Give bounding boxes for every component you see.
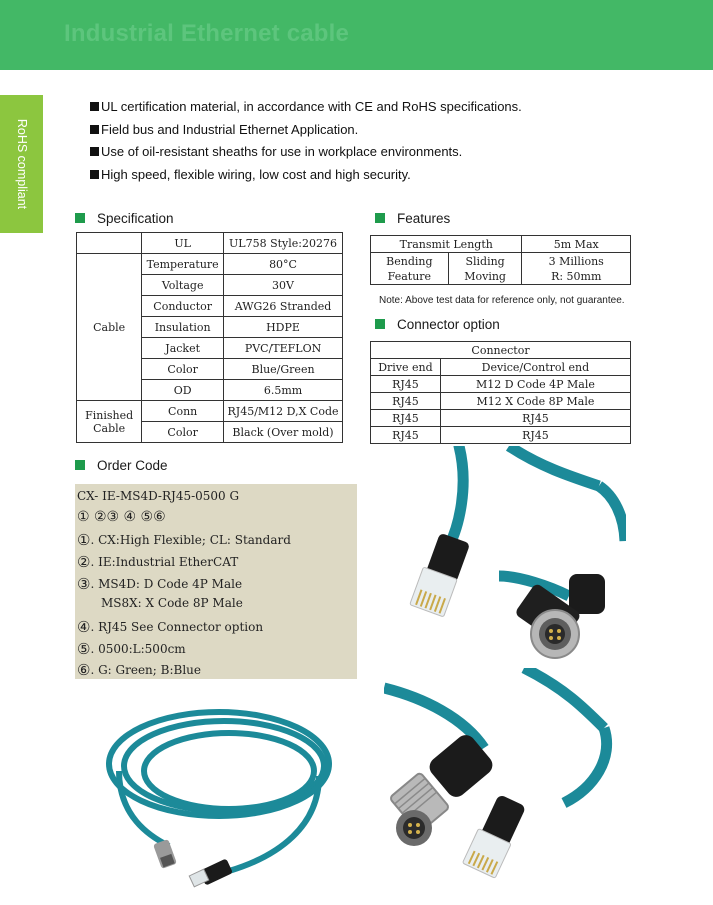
table-cell: 80°C <box>224 254 343 275</box>
order-code-item: ②. IE:Industrial EtherCAT <box>77 553 239 571</box>
table-cell: AWG26 Stranded <box>224 296 343 317</box>
connector-option-heading: Connector option <box>375 317 500 332</box>
product-photo-coiled-cable <box>89 696 343 896</box>
order-code-item: ⑥. G: Green; B:Blue <box>77 661 201 679</box>
table-cell: Conn <box>142 401 224 422</box>
table-cell: Bending Feature <box>371 253 449 285</box>
header-banner <box>0 0 713 70</box>
bullet-item: Field bus and Industrial Ethernet Application. <box>90 119 522 142</box>
heading-square-icon <box>375 213 385 223</box>
order-code-item: MS8X: X Code 8P Male <box>101 596 243 610</box>
table-cell: Sliding Moving <box>448 253 522 285</box>
table-cell: Jacket <box>142 338 224 359</box>
table-cell: RJ45 <box>371 427 441 444</box>
bullet-square-icon <box>90 147 99 156</box>
bullet-item: High speed, flexible wiring, low cost and high security. <box>90 164 522 187</box>
table-cell: RJ45 <box>371 376 441 393</box>
table-cell: Insulation <box>142 317 224 338</box>
order-code-item: ③. MS4D: D Code 4P Male <box>77 575 243 593</box>
table-cell: Conductor <box>142 296 224 317</box>
bullet-square-icon <box>90 170 99 179</box>
bullet-item: UL certification material, in accordance with CE and RoHS specifications. <box>90 96 522 119</box>
table-cell: 5m Max <box>522 236 631 253</box>
specification-heading: Specification <box>75 211 174 226</box>
table-cell: HDPE <box>224 317 343 338</box>
table-cell: 6.5mm <box>224 380 343 401</box>
order-code-heading: Order Code <box>75 458 168 473</box>
table-cell: OD <box>142 380 224 401</box>
table-cell: 30V <box>224 275 343 296</box>
table-cell: RJ45 <box>371 393 441 410</box>
table-cell: Device/Control end <box>440 359 630 376</box>
order-code-item: ①. CX:High Flexible; CL: Standard <box>77 531 291 549</box>
table-cell: Blue/Green <box>224 359 343 380</box>
table-cell: Color <box>142 359 224 380</box>
table-cell: PVC/TEFLON <box>224 338 343 359</box>
order-code-item: ⑤. 0500:L:500cm <box>77 640 186 658</box>
order-code-item: ④. RJ45 See Connector option <box>77 618 264 636</box>
table-cell: Black (Over mold) <box>224 422 343 443</box>
order-code-markers: ① ②③ ④ ⑤⑥ <box>77 509 166 525</box>
table-cell: Color <box>142 422 224 443</box>
table-cell <box>77 233 142 254</box>
finished-label-line: Finished <box>85 408 134 422</box>
table-cell: Drive end <box>371 359 441 376</box>
features-table <box>370 235 631 285</box>
bullet-square-icon <box>90 102 99 111</box>
table-cell: Cable <box>77 254 142 401</box>
heading-square-icon <box>375 319 385 329</box>
product-photo-m12-rj45 <box>384 668 626 898</box>
table-cell: RJ45 <box>440 427 630 444</box>
table-cell: Temperature <box>142 254 224 275</box>
table-cell: UL758 Style:20276 <box>224 233 343 254</box>
table-cell: RJ45 <box>440 410 630 427</box>
table-cell: M12 D Code 4P Male <box>440 376 630 393</box>
product-photo-rj45-m12 <box>399 446 626 669</box>
order-code-box <box>75 484 357 679</box>
bullet-item: Use of oil-resistant sheaths for use in workplace environments. <box>90 141 522 164</box>
table-cell: RJ45/M12 D,X Code <box>224 401 343 422</box>
table-cell: Connector <box>371 342 631 359</box>
rohs-tab <box>0 95 43 233</box>
table-cell: M12 X Code 8P Male <box>440 393 630 410</box>
feature-bullets <box>90 96 522 186</box>
rohs-tab-label: RoHS compliant <box>14 118 29 210</box>
table-cell <box>77 401 142 443</box>
table-cell: Voltage <box>142 275 224 296</box>
heading-square-icon <box>75 460 85 470</box>
page-title: Industrial Ethernet cable <box>64 20 350 47</box>
finished-label-line: Cable <box>93 421 126 435</box>
specification-table <box>76 232 343 443</box>
connector-table <box>370 341 631 444</box>
bullet-square-icon <box>90 125 99 134</box>
features-note: Note: Above test data for reference only, not guarantee. <box>379 295 625 306</box>
table-cell: 3 Millions R: 50mm <box>522 253 631 285</box>
heading-square-icon <box>75 213 85 223</box>
table-cell: RJ45 <box>371 410 441 427</box>
features-heading: Features <box>375 211 450 226</box>
table-cell: UL <box>142 233 224 254</box>
table-cell: Transmit Length <box>371 236 522 253</box>
order-code-string: CX- IE-MS4D-RJ45-0500 G <box>77 489 240 503</box>
